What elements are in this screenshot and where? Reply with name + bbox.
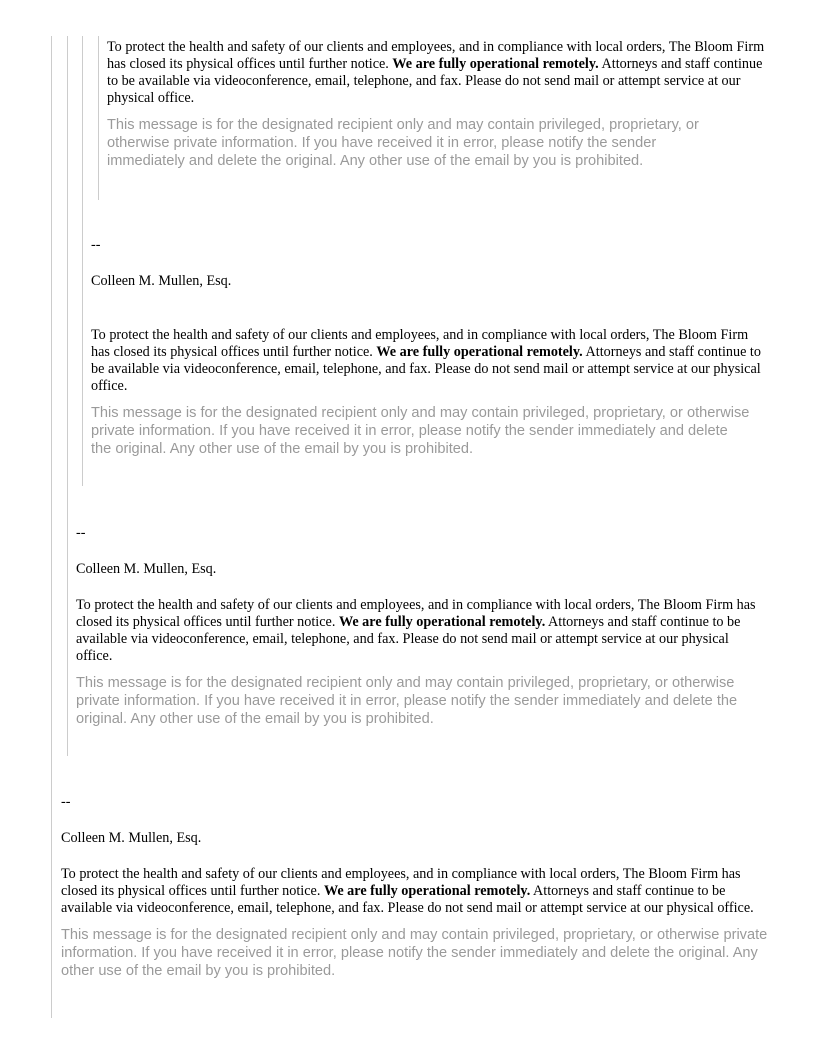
office-closure-notice: To protect the health and safety of our clients and employees, and in compliance with local orders, The Bloom Firm has closed its physical offices until further notice. We are fully operational remotely. Attorneys and staff continue to be available via videoconference, email, telephone, and fax. Please do not send mail or attempt service at our physical office.	[107, 39, 765, 106]
signature-separator: --	[61, 794, 71, 810]
signature-separator: --	[76, 525, 86, 541]
office-closure-notice: To protect the health and safety of our clients and employees, and in compliance with local orders, The Bloom Firm has closed its physical offices until further notice. We are fully operational remotely. Attorneys and staff continue to be available via videoconference, email, telephone, and fax. Please do not send mail or attempt service at our physical office.	[61, 866, 754, 916]
notice-block-level-1	[61, 866, 776, 980]
signature-name: Colleen M. Mullen, Esq.	[91, 273, 232, 289]
notice-block-level-4	[107, 39, 767, 170]
notice-block-level-3	[91, 327, 761, 458]
confidentiality-disclaimer: This message is for the designated recipient only and may contain privileged, proprietary, or otherwise private information. If you have received it in error, please notify the sender immediately and delete the original. Any other use of the email by you is prohibited.	[91, 405, 750, 457]
signature-name: Colleen M. Mullen, Esq.	[76, 561, 217, 577]
notice-block-level-2	[76, 597, 766, 728]
quote-bar-level-1	[51, 36, 52, 1018]
office-closure-notice: To protect the health and safety of our clients and employees, and in compliance with local orders, The Bloom Firm has closed its physical offices until further notice. We are fully operational remotely. Attorneys and staff continue to be available via videoconference, email, telephone, and fax. Please do not send mail or attempt service at our physical office.	[76, 597, 756, 664]
office-closure-notice: To protect the health and safety of our clients and employees, and in compliance with local orders, The Bloom Firm has closed its physical offices until further notice. We are fully operational remotely. Attorneys and staff continue to be available via videoconference, email, telephone, and fax. Please do not send mail or attempt service at our physical office.	[91, 327, 761, 394]
signature-name: Colleen M. Mullen, Esq.	[61, 830, 202, 846]
confidentiality-disclaimer: This message is for the designated recipient only and may contain privileged, proprietary, or otherwise private information. If you have received it in error, please notify the sender immediately and delete the original. Any other use of the email by you is prohibited.	[61, 927, 768, 979]
confidentiality-disclaimer: This message is for the designated recipient only and may contain privileged, proprietary, or otherwise private information. If you have received it in error, please notify the sender immediately and delete the original. Any other use of the email by you is prohibited.	[76, 675, 738, 727]
quote-bar-level-3	[82, 36, 83, 486]
quote-bar-level-4	[98, 36, 99, 200]
quote-bar-level-2	[67, 36, 68, 756]
signature-separator: --	[91, 237, 101, 253]
confidentiality-disclaimer: This message is for the designated recipient only and may contain privileged, proprietary, or otherwise private information. If you have received it in error, please notify the sender immediately and delete the original. Any other use of the email by you is prohibited.	[107, 117, 699, 169]
